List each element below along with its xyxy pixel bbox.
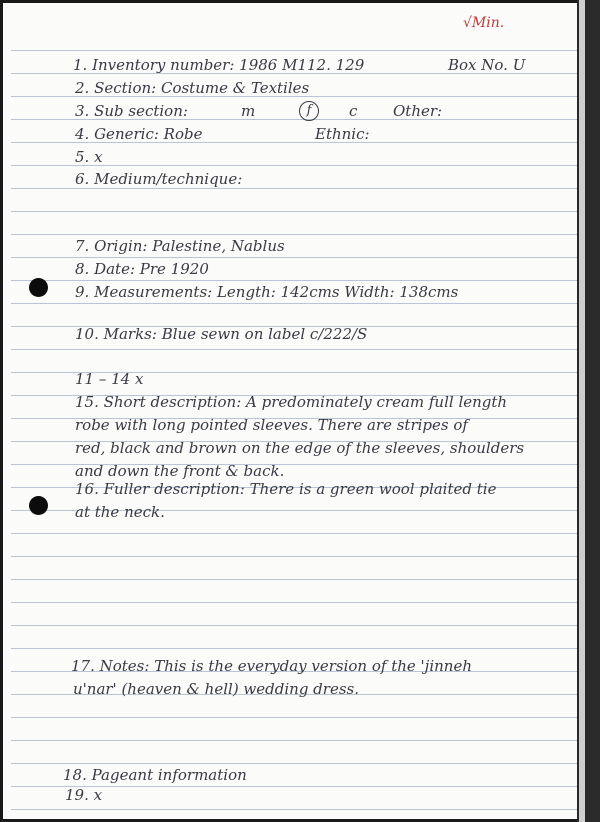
field-generic: 4. Generic: Robe xyxy=(75,125,203,143)
field-origin: 7. Origin: Palestine, Nablus xyxy=(75,237,285,255)
field-medium-technique: 6. Medium/technique: xyxy=(75,170,243,188)
field-items-11-14: 11 – 14 x xyxy=(75,370,144,388)
field-marks: 10. Marks: Blue sewn on label c/222/S xyxy=(75,325,368,343)
sub-section-option-m: m xyxy=(241,102,256,120)
field-inventory-number: 1. Inventory number: 1986 M112. 129 xyxy=(73,56,365,74)
field-short-description-line2: robe with long pointed sleeves. There are stripes of xyxy=(75,416,468,434)
field-fuller-description-line1: 16. Fuller description: There is a green wool plaited tie xyxy=(75,480,497,498)
sub-section-f-text: f xyxy=(299,101,319,121)
field-date: 8. Date: Pre 1920 xyxy=(75,260,209,278)
punch-hole-top xyxy=(29,278,48,297)
scan-edge-strip xyxy=(579,0,585,822)
field-sub-section-label: 3. Sub section: xyxy=(75,102,188,120)
punch-hole-bottom xyxy=(29,496,48,515)
box-number: Box No. U xyxy=(448,56,526,74)
scan-edge-band xyxy=(577,0,600,822)
ruled-paper-sheet xyxy=(3,3,577,819)
sub-section-option-f-circled xyxy=(299,100,319,121)
field-notes-line2: u'nar' (heaven & hell) wedding dress. xyxy=(73,680,359,698)
field-short-description-line4: and down the front & back. xyxy=(75,462,285,480)
field-fuller-description-line2: at the neck. xyxy=(75,503,165,521)
field-section: 2. Section: Costume & Textiles xyxy=(75,79,310,97)
field-item-5: 5. x xyxy=(75,148,103,166)
field-pageant-information: 18. Pageant information xyxy=(63,766,247,784)
sub-section-other: Other: xyxy=(393,102,443,120)
sub-section-option-c: c xyxy=(349,102,358,120)
field-short-description-line3: red, black and brown on the edge of the sleeves, shoulders xyxy=(75,439,525,457)
field-short-description-line1: 15. Short description: A predominately cream full length xyxy=(75,393,508,411)
corner-check-mark: √Min. xyxy=(463,15,505,31)
field-measurements: 9. Measurements: Length: 142cms Width: 138cms xyxy=(75,283,459,301)
field-ethnic: Ethnic: xyxy=(315,125,370,143)
field-notes-line1: 17. Notes: This is the everyday version of the 'jinneh xyxy=(71,657,472,675)
field-item-19: 19. x xyxy=(65,786,103,804)
